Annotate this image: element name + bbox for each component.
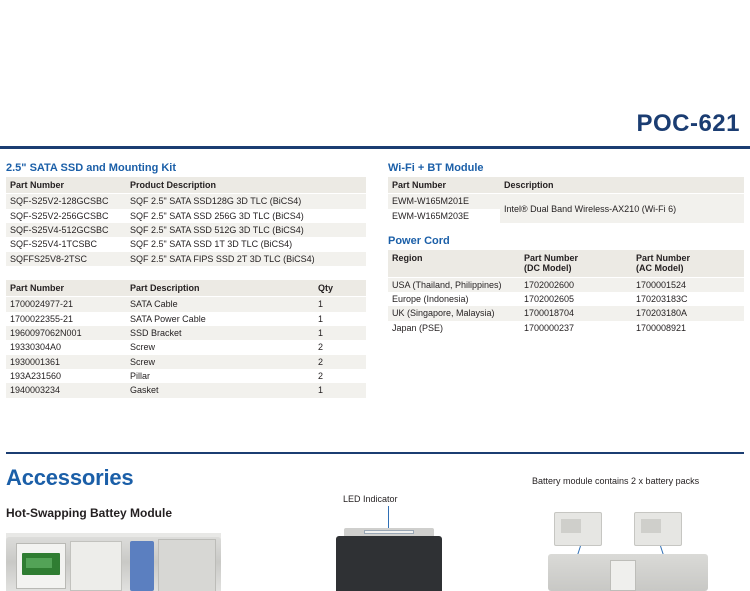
cell-part-number: SQF-S25V4-1TCSBC [6, 237, 126, 251]
dc-header-line2: (DC Model) [524, 263, 572, 274]
table-row [6, 223, 366, 237]
column-header-part-description: Part Description [126, 280, 314, 297]
accessories-divider [6, 452, 744, 454]
hot-swapping-battery-module-title: Hot-Swapping Battey Module [6, 506, 172, 520]
cell-part-number-ac: 170203183C [632, 292, 744, 306]
battery-module-vent [610, 560, 636, 591]
cell-part-number-ac: 1700001524 [632, 277, 744, 292]
mounting-kit-table [6, 280, 366, 398]
column-header-part-number: Part Number [6, 177, 126, 194]
cell-part-number: 1960097062N001 [6, 326, 126, 340]
table-row [6, 355, 366, 369]
column-header-part-number: Part Number [388, 177, 500, 194]
led-callout-line [388, 506, 389, 528]
ssd-table [6, 177, 366, 266]
column-header-part-number-dc [520, 250, 632, 277]
table-header-row [6, 177, 366, 194]
left-column [6, 162, 366, 398]
cell-description: SQF 2.5" SATA SSD 256G 3D TLC (BiCS4) [126, 209, 366, 223]
table-header-row [388, 177, 744, 194]
right-column [388, 162, 744, 335]
device-front-photo [330, 528, 448, 591]
cell-part-number-dc: 1702002600 [520, 277, 632, 292]
cell-part-number: 193A231560 [6, 369, 126, 383]
cell-part-number: SQF-S25V2-128GCSBC [6, 194, 126, 209]
pcb-board [22, 553, 60, 575]
cell-part-number-dc: 1700000237 [520, 321, 632, 335]
table-row [6, 383, 366, 397]
cell-region: Japan (PSE) [388, 321, 520, 335]
table-row [6, 340, 366, 354]
cell-qty: 1 [314, 326, 366, 340]
cell-part-number: 1930001361 [6, 355, 126, 369]
table-row [388, 292, 744, 306]
module-handle [130, 541, 154, 591]
cell-part-number-ac: 170203180A [632, 306, 744, 320]
led-indicator-strip [364, 530, 414, 534]
battery-packs-caption: Battery module contains 2 x battery packs [532, 476, 700, 486]
cell-description: Intel® Dual Band Wireless-AX210 (Wi-Fi 6) [500, 194, 744, 223]
cell-part-number-dc: 1700018704 [520, 306, 632, 320]
cell-qty: 2 [314, 369, 366, 383]
table-row [6, 194, 366, 209]
cell-region: UK (Singapore, Malaysia) [388, 306, 520, 320]
battery-pack-1 [554, 512, 602, 546]
cell-qty: 1 [314, 383, 366, 397]
module-bay-right [158, 539, 216, 591]
header-divider [0, 146, 750, 149]
cell-part-number-ac: 1700008921 [632, 321, 744, 335]
column-header-part-number-ac [632, 250, 744, 277]
cell-part-number: 19330304A0 [6, 340, 126, 354]
cell-part-number: EWM-W165M203E [388, 209, 500, 223]
cell-part-number: SQF-S25V2-256GCSBC [6, 209, 126, 223]
cell-description: Screw [126, 340, 314, 354]
cell-description: Pillar [126, 369, 314, 383]
battery-module-photo [6, 533, 221, 591]
cell-description: SQF 2.5" SATA FIPS SSD 2T 3D TLC (BiCS4) [126, 252, 366, 266]
column-header-description: Description [500, 177, 744, 194]
wifi-module-table [388, 177, 744, 223]
battery-pack-2 [634, 512, 682, 546]
led-indicator-label: LED Indicator [343, 494, 398, 504]
cell-part-number: 1700022355-21 [6, 312, 126, 326]
cell-qty: 1 [314, 297, 366, 312]
table-row [6, 369, 366, 383]
cell-description: Gasket [126, 383, 314, 397]
ssd-section-title: 2.5" SATA SSD and Mounting Kit [6, 162, 177, 174]
column-header-product-description: Product Description [126, 177, 366, 194]
cell-region: USA (Thailand, Philippines) [388, 277, 520, 292]
cell-part-number: 1940003234 [6, 383, 126, 397]
battery-packs-photo [548, 512, 718, 591]
table-row [6, 312, 366, 326]
power-cord-table [388, 250, 744, 335]
table-row [388, 194, 744, 209]
cell-description: SQF 2.5" SATA SSD128G 3D TLC (BiCS4) [126, 194, 366, 209]
table-row [6, 326, 366, 340]
accessories-title: Accessories [6, 465, 134, 490]
cell-qty: 2 [314, 355, 366, 369]
table-row [388, 321, 744, 335]
cell-description: SSD Bracket [126, 326, 314, 340]
module-slot-middle [70, 541, 122, 591]
ac-header-line1: Part Number [636, 253, 691, 264]
dc-header-line1: Part Number [524, 253, 579, 264]
cell-description: Screw [126, 355, 314, 369]
table-row [388, 306, 744, 320]
page-title: POC-621 [636, 110, 740, 137]
table-row [6, 209, 366, 223]
table-row [6, 297, 366, 312]
cell-region: Europe (Indonesia) [388, 292, 520, 306]
cell-description: SQF 2.5" SATA SSD 512G 3D TLC (BiCS4) [126, 223, 366, 237]
cell-part-number: SQFFS25V8-2TSC [6, 252, 126, 266]
column-header-qty: Qty [314, 280, 366, 297]
wifi-section-title: Wi-Fi + BT Module [388, 162, 484, 174]
column-header-part-number: Part Number [6, 280, 126, 297]
cell-description: SATA Cable [126, 297, 314, 312]
cell-part-number: EWM-W165M201E [388, 194, 500, 209]
cell-qty: 1 [314, 312, 366, 326]
table-header-row [388, 250, 744, 277]
ac-header-line2: (AC Model) [636, 263, 684, 274]
cell-description: SATA Power Cable [126, 312, 314, 326]
cell-part-number: 1700024977-21 [6, 297, 126, 312]
table-row [388, 277, 744, 292]
table-header-row [6, 280, 366, 297]
table-row [6, 237, 366, 251]
power-cord-section-title: Power Cord [388, 235, 450, 248]
cell-part-number-dc: 1702002605 [520, 292, 632, 306]
table-row [6, 252, 366, 266]
cell-part-number: SQF-S25V4-512GCSBC [6, 223, 126, 237]
device-display-panel [336, 536, 442, 591]
cell-qty: 2 [314, 340, 366, 354]
cell-description: SQF 2.5" SATA SSD 1T 3D TLC (BiCS4) [126, 237, 366, 251]
column-header-region: Region [388, 250, 520, 277]
